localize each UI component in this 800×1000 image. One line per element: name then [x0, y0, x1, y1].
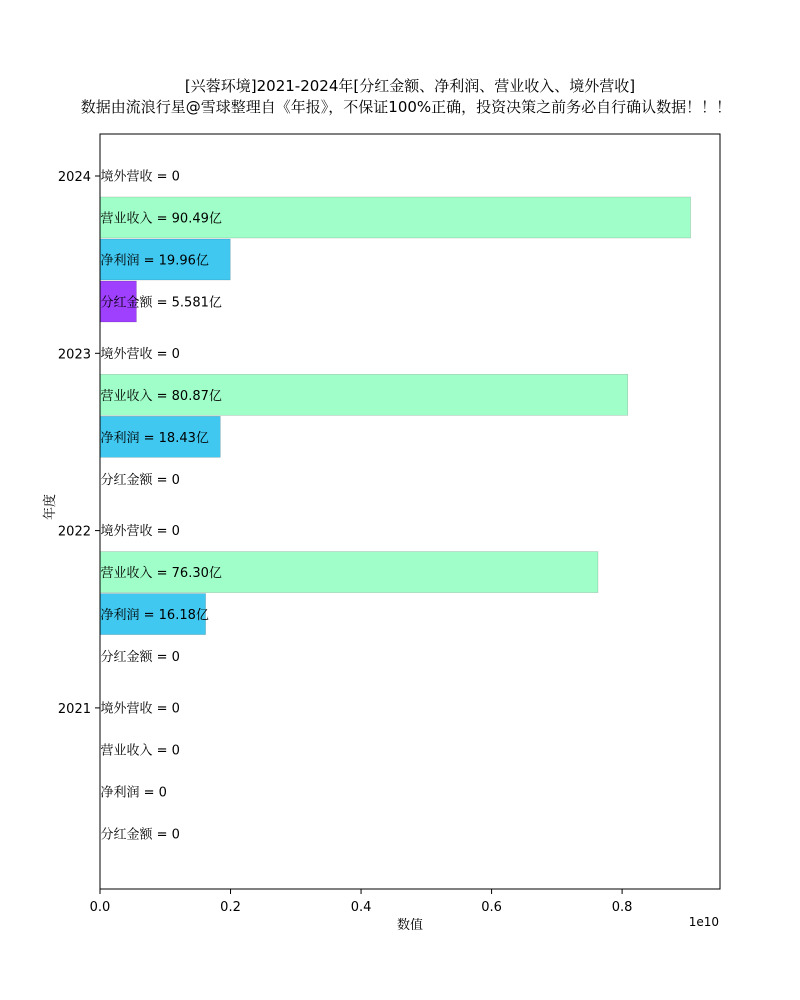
bar-label-2021-2: 净利润 = 0 [100, 785, 167, 801]
x-tick-label: 0.4 [350, 900, 372, 915]
y-axis-label: 年度 [43, 493, 58, 521]
bar-label-2021-0: 境外营收 = 0 [100, 701, 180, 717]
plot-area [100, 169, 691, 843]
bar-label-2022-3: 分红金额 = 0 [100, 650, 180, 666]
bar-label-2023-3: 分红金额 = 0 [100, 472, 180, 488]
chart-title-line-1: [兴蓉环境]2021-2024年[分红金额、净利润、营业收入、境外营收] [184, 77, 636, 95]
bar-label-2023-0: 境外营收 = 0 [100, 346, 180, 362]
x-tick-label: 0.6 [481, 900, 502, 915]
bar-label-2023-2: 净利润 = 18.43亿 [100, 430, 209, 446]
bar-label-2023-1: 营业收入 = 80.87亿 [100, 388, 222, 404]
bar-label-2021-1: 营业收入 = 0 [100, 743, 180, 759]
bar-label-2024-1: 营业收入 = 90.49亿 [100, 211, 222, 227]
x-offset-label: 1e10 [688, 915, 719, 929]
y-tick-label: 2021 [57, 701, 91, 717]
x-tick-label: 0.8 [611, 900, 633, 915]
y-tick-label: 2022 [57, 524, 91, 540]
x-axis-label: 数值 [396, 918, 424, 933]
bar-label-2022-1: 营业收入 = 76.30亿 [100, 566, 222, 582]
x-tick-label: 0.0 [89, 900, 111, 915]
chart-title-line-2: 数据由流浪行星@雪球整理自《年报》，不保证100%正确，投资决策之前务必自行确认数据！！！ [80, 98, 732, 116]
y-tick-label: 2023 [57, 347, 91, 363]
bar-label-2022-2: 净利润 = 16.18亿 [100, 608, 209, 624]
bar-label-2024-0: 境外营收 = 0 [100, 169, 180, 185]
bar-label-2022-0: 境外营收 = 0 [100, 524, 180, 540]
bar-label-2024-3: 分红金额 = 5.581亿 [100, 295, 222, 311]
x-tick-label: 0.2 [220, 900, 241, 915]
bar-label-2024-2: 净利润 = 19.96亿 [100, 253, 209, 269]
y-tick-label: 2024 [57, 170, 91, 185]
bar-label-2021-3: 分红金额 = 0 [100, 827, 180, 843]
